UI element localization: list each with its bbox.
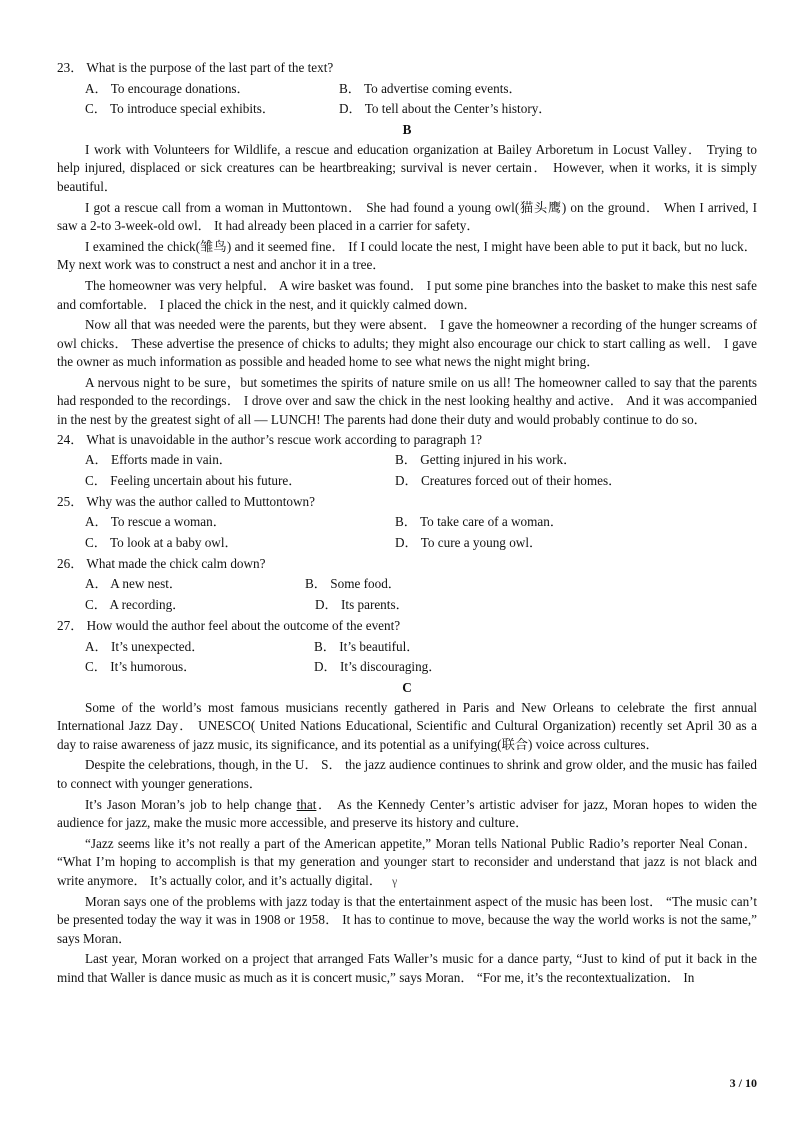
question-23-options-row2 bbox=[57, 99, 757, 120]
question-26-options-row2 bbox=[57, 595, 757, 616]
passage-b-paragraph-5: Now all that was needed were the parents, but they were absent． I gave the homeowner a recording of the hunger screams of owl chicks． These advertise the presence of chicks to adults; they might also encourage our chick to start calling as well． I gave the owner as much information as possible and headed home to see what news the night might bring． bbox=[57, 317, 757, 370]
question-24-options-row2 bbox=[57, 471, 757, 492]
question-24-options-row1 bbox=[57, 450, 757, 471]
passage-b-paragraph-3: I examined the chick(雏鸟) and it seemed fine． If I could locate the nest, I might have been able to put it back, but no luck． My next work was to construct a nest and anchor it in a tree． bbox=[57, 238, 757, 273]
question-27-options-row2 bbox=[57, 657, 757, 678]
q27-option-b: B． It’s beautiful． bbox=[314, 638, 420, 654]
stray-mark: γ bbox=[391, 873, 398, 888]
q23-option-d: D． To tell about the Center’s history． bbox=[339, 101, 552, 117]
passage-c-paragraph-4 bbox=[57, 835, 757, 891]
q27-option-c: C． It’s humorous． bbox=[85, 659, 197, 675]
q23-option-b: B． To advertise coming events． bbox=[339, 80, 522, 96]
question-27-stem: 27． How would the author feel about the outcome of the event? bbox=[57, 617, 401, 633]
q24-option-d: D． Creatures forced out of their homes． bbox=[395, 473, 622, 489]
question-26-stem: 26． What made the chick calm down? bbox=[57, 555, 266, 571]
p4-text: “Jazz seems like it’s not really a part of the American appetite,” Moran tells National Public Radio’s reporter Neal Conan． “What I’m hoping to accomplish is that my generation and younger start to reconsider and understand that jazz is not black and write anymore． It’s actually color, and it’s actually digital． bbox=[57, 835, 757, 888]
q26-option-a: A． A new nest． bbox=[85, 576, 183, 592]
page-number: 3 / 10 bbox=[729, 1076, 757, 1090]
q27-option-a: A． It’s unexpected． bbox=[85, 638, 205, 654]
passage-b-paragraph-6: A nervous night to be sure，but sometimes the spirits of nature smile on us all! The homeowner called to say that the parents had responded to the recordings． I drove over and saw the chick in the nest looking healthy and active． And it was accompanied in the nest by the greatest sight of all — LUNCH! The parents had done their duty and would probably continue to do so． bbox=[57, 374, 757, 428]
question-25-options-row2 bbox=[57, 533, 757, 554]
p3-text-after: ． As the Kennedy Center’s artistic adviser for jazz, Moran hopes to widen the audience for jazz, make the music more accessible, and preserve its history and culture． bbox=[57, 796, 757, 831]
question-25-options-row1 bbox=[57, 512, 757, 533]
passage-c-paragraph-3 bbox=[57, 796, 757, 833]
q25-option-d: D． To cure a young owl． bbox=[395, 535, 543, 551]
q24-option-c: C． Feeling uncertain about his future． bbox=[85, 473, 302, 489]
passage-b-paragraph-2: I got a rescue call from a woman in Muttontown． She had found a young owl(猫头鹰) on the ground． When I arrived, I saw a 2-to 3-week-old owl． It had already been placed in a carrier for safety． bbox=[57, 199, 757, 234]
passage-b-paragraph-4: The homeowner was very helpful． A wire basket was found． I put some pine branches into the basket to make this nest safe and comfortable． I placed the chick in the nest, and it quickly calmed down． bbox=[57, 277, 757, 312]
passage-c-paragraph-2: Despite the celebrations, though, in the U． S． the jazz audience continues to shrink and grow older, and the music has failed to connect with younger generations． bbox=[57, 757, 757, 791]
passage-b-paragraph-1: I work with Volunteers for Wildlife, a rescue and education organization at Bailey Arboretum in Locust Valley． Trying to help injured, displaced or sick creatures can be heartbreaking; survival is never certain． However, when it works, it is simply beautiful． bbox=[57, 141, 757, 194]
question-24-stem: 24． What is unavoidable in the author’s rescue work according to paragraph 1? bbox=[57, 431, 483, 447]
question-27-options-row1 bbox=[57, 637, 757, 658]
question-23-stem: 23． What is the purpose of the last part of the text? bbox=[57, 60, 334, 75]
q25-option-c: C． To look at a baby owl． bbox=[85, 535, 238, 551]
underlined-word-that: that bbox=[296, 796, 317, 812]
q25-option-b: B． To take care of a woman． bbox=[395, 514, 564, 530]
section-c-title: C bbox=[402, 679, 412, 695]
question-23-options-row1 bbox=[57, 79, 757, 100]
q24-option-b: B． Getting injured in his work． bbox=[395, 452, 577, 468]
section-b-title: B bbox=[402, 122, 412, 138]
q27-option-d: D． It’s discouraging． bbox=[314, 659, 442, 675]
passage-c-paragraph-1: Some of the world’s most famous musicians recently gathered in Paris and New Orleans to celebrate the first annual International Jazz Day． UNESCO( United Nations Educational, Scientific and Cultural Organization) recently set April 30 as a day to raise awareness of jazz music, its significance, and its potential as a unifying(联合) voice across cultures． bbox=[57, 699, 757, 752]
q26-option-b: B． Some food． bbox=[305, 576, 401, 592]
passage-c-paragraph-5: Moran says one of the problems with jazz today is that the entertainment aspect of the music has been lost． “The music can’t be presented today the way it was in 1908 or 1958． It has to continue to move, because the way the world works is not the same,” says Moran． bbox=[57, 893, 757, 946]
q25-option-a: A． To rescue a woman． bbox=[85, 514, 226, 530]
exam-page bbox=[57, 58, 757, 988]
q23-option-a: A． To encourage donations． bbox=[85, 80, 250, 96]
q23-option-c: C． To introduce special exhibits． bbox=[85, 101, 276, 117]
q24-option-a: A． Efforts made in vain． bbox=[85, 452, 232, 468]
q26-option-c: C． A recording． bbox=[85, 597, 186, 613]
p3-text-before: It’s Jason Moran’s job to help change bbox=[85, 796, 297, 812]
q26-option-d: D． Its parents． bbox=[315, 597, 409, 613]
question-26-options-row1 bbox=[57, 574, 757, 595]
passage-c-paragraph-6: Last year, Moran worked on a project that arranged Fats Waller’s music for a dance party, “Just to kind of put it back in the mind that Waller is dance music as much as it is concert music,” says Moran． “For me, it’s the recontextualization． In bbox=[57, 951, 757, 985]
question-25-stem: 25． Why was the author called to Muttontown? bbox=[57, 493, 315, 509]
